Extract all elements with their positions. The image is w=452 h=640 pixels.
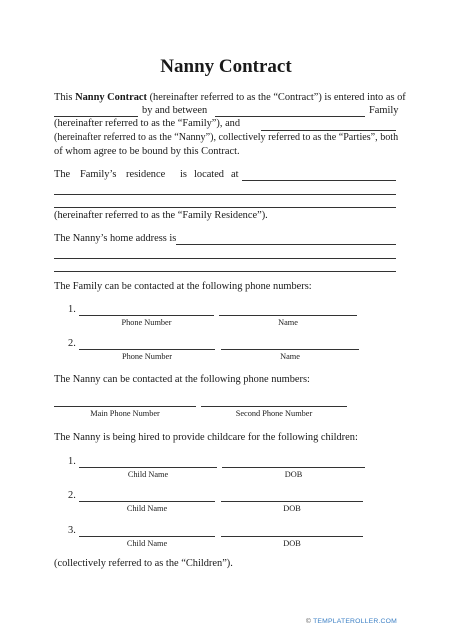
residence-address-field-1[interactable] xyxy=(242,180,396,181)
child-num-3: 3. xyxy=(68,525,76,536)
main-phone-caption: Main Phone Number xyxy=(90,409,160,418)
nanny-address-field-1[interactable] xyxy=(176,244,396,245)
dob-caption: DOB xyxy=(284,470,303,479)
phone-number-caption: Phone Number xyxy=(121,352,172,361)
residence-address-field-2[interactable] xyxy=(54,194,396,195)
child-dob-field-2[interactable] xyxy=(221,501,363,502)
nanny-main-phone-field[interactable] xyxy=(54,406,196,407)
children-heading: The Nanny is being hired to provide childcare for the following children: xyxy=(54,432,358,443)
residence-word-2: Family’s xyxy=(80,169,117,180)
intro-agreement: of whom agree to be bound by this Contract. xyxy=(54,146,240,157)
intro-nanny-ref: (hereinafter referred to as the “Nanny”), collectively referred to as the “Parties”, both xyxy=(54,132,399,143)
child-name-field-3[interactable] xyxy=(79,536,215,537)
nanny-address-field-2[interactable] xyxy=(54,258,396,259)
family-phone-num-1: 1. xyxy=(68,304,76,315)
page-title: Nanny Contract xyxy=(160,56,292,77)
residence-word-4: is xyxy=(180,169,187,180)
family-phone-field-2[interactable] xyxy=(79,349,215,350)
phone-number-caption: Phone Number xyxy=(121,318,172,327)
child-name-field-1[interactable] xyxy=(79,467,217,468)
child-dob-field-3[interactable] xyxy=(221,536,363,537)
nanny-second-phone-field[interactable] xyxy=(201,406,347,407)
nanny-phones-heading: The Nanny can be contacted at the following phone numbers: xyxy=(54,374,310,385)
nanny-address-label: The Nanny’s home address is xyxy=(54,233,177,244)
dob-caption: DOB xyxy=(283,504,301,513)
residence-word-1: The xyxy=(54,169,71,180)
name-caption: Name xyxy=(280,352,300,361)
footer-watermark[interactable] xyxy=(306,618,397,625)
residence-address-field-3[interactable] xyxy=(54,207,396,208)
child-name-caption: Child Name xyxy=(127,470,169,479)
intro-line-1 xyxy=(54,91,406,105)
children-closing: (collectively referred to as the “Children”). xyxy=(54,558,233,569)
name-caption: Name xyxy=(278,318,298,327)
family-name-field-1[interactable] xyxy=(219,315,357,316)
residence-word-3: residence xyxy=(126,169,166,180)
child-num-1: 1. xyxy=(68,456,76,467)
residence-word-6: at xyxy=(231,169,239,180)
intro-by-and-between: by and between xyxy=(142,105,208,116)
nanny-address-field-3[interactable] xyxy=(54,271,396,272)
second-phone-caption: Second Phone Number xyxy=(235,409,313,418)
intro-family-ref: (hereinafter referred to as the “Family”), and xyxy=(54,118,241,129)
child-name-field-2[interactable] xyxy=(79,501,215,502)
child-dob-field-1[interactable] xyxy=(222,467,365,468)
intro-entered-text: (hereinafter referred to as the “Contract”) is entered into as of xyxy=(149,92,406,103)
dob-caption: DOB xyxy=(283,539,301,548)
child-name-caption: Child Name xyxy=(126,539,168,548)
child-num-2: 2. xyxy=(68,490,76,501)
residence-word-5: located xyxy=(194,169,224,180)
copyright-icon: © xyxy=(305,618,312,625)
intro-this: This xyxy=(54,92,73,103)
intro-contract-name: Nanny Contract xyxy=(75,92,147,103)
family-name-field-2[interactable] xyxy=(221,349,359,350)
child-name-caption: Child Name xyxy=(126,504,168,513)
intro-family-word: Family xyxy=(369,105,399,116)
family-phone-field-1[interactable] xyxy=(79,315,214,316)
family-phones-heading: The Family can be contacted at the following phone numbers: xyxy=(54,281,312,292)
family-phone-num-2: 2. xyxy=(68,338,76,349)
footer-brand-link[interactable]: TEMPLATEROLLER.COM xyxy=(313,618,397,625)
residence-ref: (hereinafter referred to as the “Family Residence”). xyxy=(54,210,268,221)
